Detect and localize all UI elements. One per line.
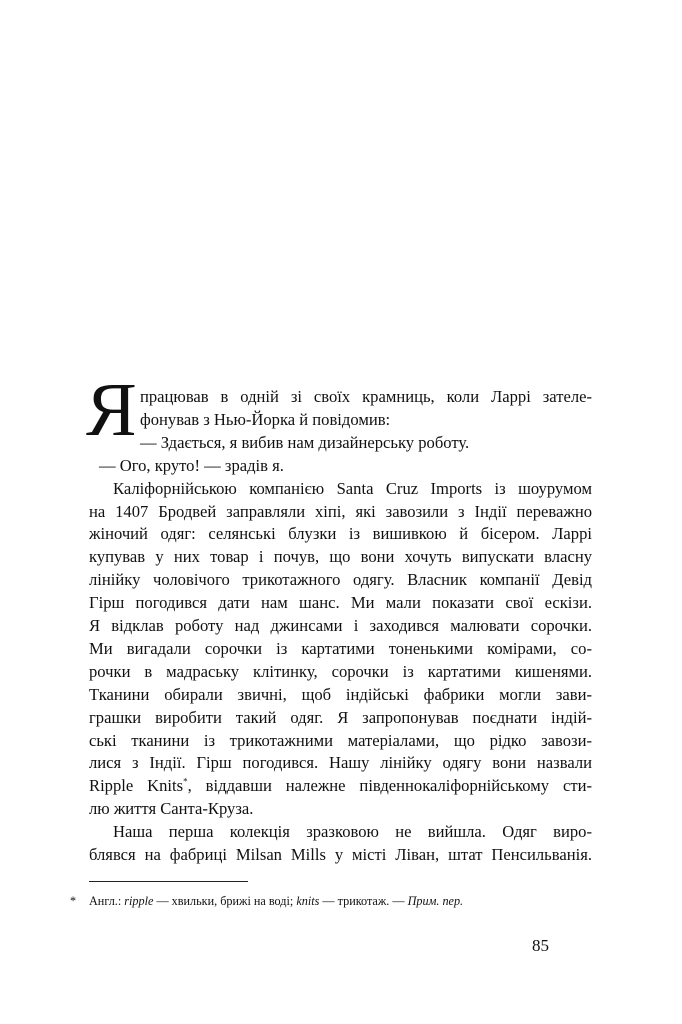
footnote-segment: — трикотаж. — [319, 894, 408, 908]
text-segment: Ripple Knits [89, 776, 184, 796]
text-line: фонував з Нью-Йорка й повідомив: [140, 409, 391, 429]
footnote-mark: * [70, 894, 77, 908]
text-line: працював в одній зі своїх крамниць, коли Ларрі зателе- [140, 387, 592, 406]
footnote-rule [89, 881, 248, 882]
page-number: 85 [532, 936, 549, 955]
text-line: жіночий одяг: селянські блузки із вишивкою й бісером. Ларрі [89, 524, 592, 544]
text-line: Тканини обирали звичні, щоб індійські фабрики могли зави- [89, 684, 592, 704]
footnote [70, 893, 463, 909]
drop-cap: Я [86, 368, 137, 452]
text-line: Наша перша колекція зразковою не вийшла. Одяг виро- [113, 822, 592, 842]
text-line: грашки виробити такий одяг. Я запропонував поєднати індій- [89, 707, 592, 727]
text-line: Гірш погодився дати нам шанс. Ми мали показати свої ескізи. [89, 593, 592, 613]
text-line: ські тканини із трикотажними матеріалами, що рідко завози- [89, 730, 592, 750]
footnote-segment: — хвильки, брижі на воді; [153, 894, 297, 908]
text-line: лінійку чоловічого трикотажного одягу. Власник компанії Девід [89, 570, 592, 590]
text-line: Я відклав роботу над джинсами і заходився малювати сорочки. [89, 616, 592, 635]
text-line: рочки в мадраську клітинку, сорочки із картатими кишенями. [89, 661, 592, 681]
text-line: — Здається, я вибив нам дизайнерську роботу. [140, 432, 470, 452]
text-line [89, 776, 592, 796]
text-line: лися з Індії. Гірш погодився. Нашу лінійку одягу вони назвали [89, 753, 592, 773]
text-line: лю життя Санта-Круза. [89, 799, 254, 819]
footnote-italic-segment: ripple [124, 894, 154, 908]
text-line: на 1407 Бродвей заправляли хіпі, які завозили з Індії переважно [89, 501, 592, 521]
text-line: блявся на фабриці Milsan Mills у місті Ліван, штат Пенсильванія. [89, 845, 592, 864]
footnote-text [89, 894, 463, 908]
text-line: — Ого, круто! — зрадів я. [99, 455, 284, 475]
text-line: купував у них товар і почув, що вони хочуть випускати власну [89, 547, 592, 567]
text-line: Каліфорнійською компанією Santa Cruz Imports із шоурумом [113, 478, 592, 498]
footnote-italic-segment: Прим. пер. [407, 894, 464, 908]
footnote-reference: * [183, 776, 188, 787]
footnote-italic-segment: knits [296, 894, 320, 908]
text-segment: , віддавши належне південнокаліфорнійському сти- [187, 776, 592, 796]
footnote-segment: Англ.: [89, 894, 125, 908]
text-line: Ми вигадали сорочки із картатими тоненькими комірами, со- [89, 638, 592, 658]
